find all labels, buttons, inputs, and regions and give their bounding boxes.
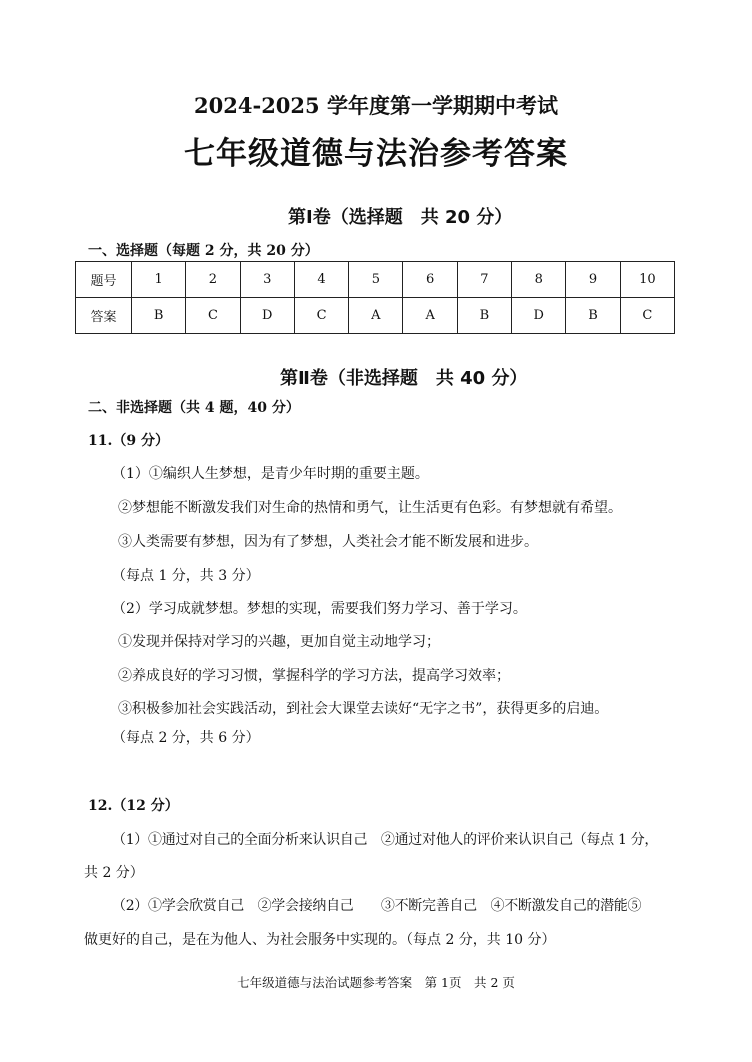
- q12-line: （1）①通过对自己的全面分析来认识自己 ②通过对他人的评价来认识自己（每点 1 分，: [112, 832, 659, 848]
- q11-line: ②养成良好的学习习惯，掌握科学的学习方法，提高学习效率；: [118, 668, 510, 684]
- answer-cell: D: [240, 298, 294, 334]
- answer-table: [75, 261, 675, 334]
- question-number: 5: [349, 262, 403, 298]
- answer-cell: B: [457, 298, 511, 334]
- answer-key-title: 七年级道德与法治参考答案: [184, 136, 568, 172]
- q11-line: ②梦想能不断激发我们对生命的热情和勇气，让生活更有色彩。有梦想就有希望。: [118, 500, 622, 516]
- table-row-answers: [76, 298, 675, 334]
- q11-line: ③积极参加社会实践活动，到社会大课堂去读好“无字之书”，获得更多的启迪。: [118, 701, 609, 717]
- row-label-numbers: 题号: [76, 262, 132, 298]
- part1-heading: 第Ⅰ卷（选择题 共 20 分）: [288, 207, 513, 228]
- answer-cell: D: [512, 298, 566, 334]
- question-number: 9: [566, 262, 620, 298]
- q12-heading: 12.（12 分）: [88, 798, 179, 814]
- section1-heading: 一、选择题（每题 2 分，共 20 分）: [88, 243, 319, 259]
- q12-line: 共 2 分）: [84, 865, 144, 881]
- question-number: 7: [457, 262, 511, 298]
- question-number: 1: [132, 262, 186, 298]
- page-footer: 七年级道德与法治试题参考答案 第 1页 共 2 页: [237, 975, 515, 990]
- answer-cell: A: [403, 298, 457, 334]
- question-number: 10: [620, 262, 674, 298]
- question-number: 4: [294, 262, 348, 298]
- answer-cell: B: [132, 298, 186, 334]
- answer-cell: A: [349, 298, 403, 334]
- q11-heading: 11.（9 分）: [88, 433, 169, 449]
- section2-heading: 二、非选择题（共 4 题，40 分）: [88, 400, 300, 416]
- q11-line: ③人类需要有梦想，因为有了梦想，人类社会才能不断发展和进步。: [118, 534, 538, 550]
- table-row-numbers: [76, 262, 675, 298]
- q11-line: （2）学习成就梦想。梦想的实现，需要我们努力学习、善于学习。: [112, 601, 527, 617]
- q11-line: ①发现并保持对学习的兴趣，更加自觉主动地学习；: [118, 634, 440, 650]
- question-number: 6: [403, 262, 457, 298]
- q11-line: （每点 2 分，共 6 分）: [112, 730, 260, 746]
- answer-cell: C: [620, 298, 674, 334]
- question-number: 2: [186, 262, 240, 298]
- answer-cell: C: [294, 298, 348, 334]
- answer-cell: C: [186, 298, 240, 334]
- answer-cell: B: [566, 298, 620, 334]
- row-label-answers: 答案: [76, 298, 132, 334]
- question-number: 3: [240, 262, 294, 298]
- q12-line: （2）①学会欣赏自己 ②学会接纳自己 ③不断完善自己 ④不断激发自己的潜能⑤: [112, 898, 642, 914]
- q11-line: （1）①编织人生梦想，是青少年时期的重要主题。: [112, 466, 429, 482]
- q12-line: 做更好的自己，是在为他人、为社会服务中实现的。（每点 2 分，共 10 分）: [84, 932, 556, 948]
- exam-title: 2024-2025 学年度第一学期期中考试: [194, 93, 558, 118]
- part2-heading: 第Ⅱ卷（非选择题 共 40 分）: [280, 368, 528, 389]
- question-number: 8: [512, 262, 566, 298]
- q11-line: （每点 1 分，共 3 分）: [112, 568, 260, 584]
